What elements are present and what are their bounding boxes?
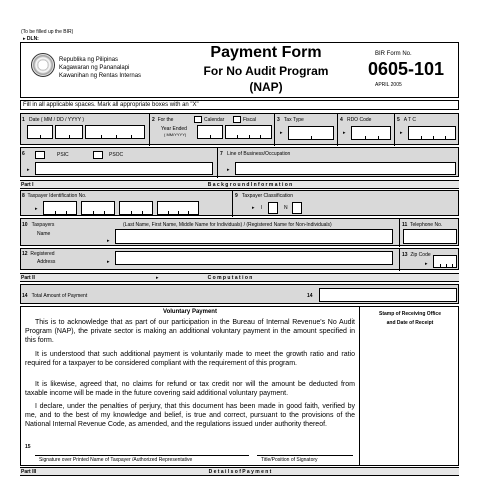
agency-line-3: Kawanihan ng Rentas Internas bbox=[59, 73, 142, 79]
taxpayer-name-input[interactable] bbox=[115, 229, 393, 244]
taxpayer-classification-label: 9 Taxpayer Classification bbox=[235, 193, 293, 199]
taxpayer-name-hint: (Last Name, First Name, Middle Name for Individuals) / (Registered Name for Non-Individuals) bbox=[123, 222, 332, 228]
bir-use-note: (To be filled up the BIR) bbox=[21, 29, 74, 35]
voluntary-para-4: I declare, under the penalties of perjury, that this document has been made in good faith, verified by me, and to the best of my knowledge and belief, is true and correct, pursuant to the provisions of the National Internal Revenue Code, as amended, and the regulations issued under authority thereof. bbox=[25, 403, 355, 428]
date-month-input[interactable] bbox=[27, 125, 53, 139]
title-position-line[interactable] bbox=[257, 455, 353, 456]
row-tin bbox=[20, 190, 459, 216]
title-position-label: Title/Position of Signatory bbox=[261, 457, 318, 463]
signature-label: Signature over Printed Name of Taxpayer /Authorized Representative bbox=[39, 457, 193, 463]
year-ended-label: Year Ended bbox=[161, 126, 187, 132]
total-payment-label: 14 Total Amount of Payment bbox=[22, 293, 88, 299]
form-number: 0605-101 bbox=[368, 59, 445, 79]
calendar-checkbox[interactable] bbox=[194, 116, 202, 123]
zip-code-input[interactable] bbox=[433, 255, 457, 268]
psoc-checkbox[interactable] bbox=[93, 151, 103, 159]
fiscal-checkbox[interactable] bbox=[233, 116, 241, 123]
form-title: Payment Form bbox=[210, 44, 322, 61]
psoc-label: PSOC bbox=[109, 152, 124, 158]
tin-part-2-input[interactable] bbox=[81, 201, 115, 215]
part-2-title: C o m p u t a t i o n bbox=[207, 275, 253, 281]
part-3-title: D e t a i l s o f P a y m e n t bbox=[208, 469, 272, 475]
voluntary-payment-title: Voluntary Payment bbox=[163, 309, 217, 315]
rdo-code-label: 4 RDO Code bbox=[340, 117, 372, 123]
psic-psoc-number: 6 bbox=[22, 151, 25, 157]
psic-psoc-input[interactable] bbox=[35, 162, 213, 175]
tin-label: 8 Taxpayer Identification No. bbox=[22, 193, 87, 199]
telephone-input[interactable] bbox=[403, 229, 457, 244]
tin-arrow-icon: ▸ bbox=[35, 206, 38, 212]
part-2-header bbox=[20, 273, 459, 282]
total-payment-number-right: 14 bbox=[307, 293, 313, 299]
atc-arrow-icon: ▸ bbox=[400, 130, 403, 136]
tin-part-3-input[interactable] bbox=[119, 201, 153, 215]
part-1-label: Part I bbox=[21, 182, 34, 188]
telephone-label: 11 Telephone No. bbox=[402, 222, 443, 228]
agency-line-2: Kagawaran ng Pananalapi bbox=[59, 65, 130, 71]
date-year-input[interactable] bbox=[85, 125, 145, 139]
rdo-code-input[interactable] bbox=[351, 126, 391, 140]
signature-field-number: 15 bbox=[25, 444, 31, 450]
part-1-header bbox=[20, 180, 459, 189]
name-arrow-icon: ▸ bbox=[107, 238, 110, 244]
psic-arrow-icon: ▸ bbox=[27, 167, 30, 173]
voluntary-para-3: It is likewise, agreed that, no claims for refund or tax credit nor will the amount be deducted from taxable income will be made in the future covering said additional voluntary payment. bbox=[25, 381, 355, 397]
row-industry bbox=[20, 147, 459, 177]
tax-type-arrow-icon: ▸ bbox=[280, 130, 283, 136]
form-subtitle: For No Audit Program bbox=[203, 64, 329, 78]
voluntary-para-1: This is to acknowledge that as part of our participation in the Bureau of Internal Revenue's No Audit Program (NAP), the private sector is making an additional voluntary payment in the amount specified in this form. bbox=[25, 319, 355, 344]
row-address bbox=[20, 248, 459, 270]
form-number-label: BIR Form No. bbox=[375, 51, 412, 57]
registered-address-input[interactable] bbox=[115, 251, 393, 265]
year-ended-year-input[interactable] bbox=[225, 125, 272, 139]
tin-branch-input[interactable] bbox=[157, 201, 199, 215]
address-label: 12 Registered bbox=[22, 251, 55, 257]
row-total-payment bbox=[20, 284, 459, 304]
line-of-business-label: 7 Line of Business/Occupation bbox=[220, 151, 291, 157]
form-date: APRIL 2005 bbox=[375, 82, 402, 88]
tax-type-label: 3 Tax Type bbox=[277, 117, 304, 123]
date-day-input[interactable] bbox=[55, 125, 83, 139]
atc-label: 5 A T C bbox=[397, 117, 417, 123]
non-individual-label: N bbox=[284, 205, 288, 211]
lob-arrow-icon: ▸ bbox=[227, 167, 230, 173]
atc-input[interactable] bbox=[408, 126, 456, 140]
form-header bbox=[20, 42, 459, 98]
zip-arrow-icon: ▸ bbox=[425, 261, 428, 267]
address-label-2: Address bbox=[37, 259, 56, 265]
zip-code-label: 13 Zip Code bbox=[402, 252, 431, 258]
year-ended-month-input[interactable] bbox=[197, 125, 223, 139]
date-field-label: 1 Date ( MM / DD / YYYY ) bbox=[22, 117, 85, 123]
total-payment-input[interactable] bbox=[319, 288, 457, 302]
tax-type-input[interactable] bbox=[288, 126, 334, 140]
voluntary-payment-section bbox=[20, 306, 459, 466]
signature-line[interactable] bbox=[35, 455, 249, 456]
psic-checkbox[interactable] bbox=[35, 151, 45, 159]
part-3-label: Part III bbox=[21, 469, 37, 475]
for-the-label: 2 For the bbox=[152, 117, 174, 123]
part-1-title: B a c k g r o u n d I n f o r m a t i o n bbox=[207, 182, 293, 188]
voluntary-para-2: It is understood that such additional payment is voluntarily made to meet the growth ratio and ratio required for a taxpayer to be considered compliant with the requirement of this program. bbox=[25, 351, 355, 367]
tin-part-1-input[interactable] bbox=[43, 201, 77, 215]
part-3-header bbox=[20, 467, 459, 476]
stamp-label: Stamp of Receiving Office bbox=[379, 311, 441, 317]
instructions: Fill in all applicable spaces. Mark all appropriate boxes with an "X" bbox=[20, 100, 459, 110]
line-of-business-input[interactable] bbox=[235, 162, 456, 175]
rdo-code-arrow-icon: ▸ bbox=[343, 130, 346, 136]
taxpayer-name-label: 10 Taxpayers bbox=[22, 222, 55, 228]
calendar-label: Calendar bbox=[204, 117, 225, 123]
bir-seal-icon bbox=[31, 53, 55, 77]
psic-label: PSIC bbox=[57, 152, 69, 158]
individual-label: I bbox=[261, 205, 263, 211]
fiscal-label: Fiscal bbox=[243, 117, 257, 123]
year-ended-format: ( MM/YYYY) bbox=[164, 132, 187, 137]
stamp-label-2: and Date of Receipt bbox=[386, 320, 434, 326]
dln-label: ▸ DLN: bbox=[23, 36, 39, 42]
address-arrow-icon: ▸ bbox=[107, 259, 110, 265]
form-subtitle-nap: (NAP) bbox=[249, 80, 283, 94]
row-general-info bbox=[20, 113, 459, 145]
non-individual-checkbox[interactable] bbox=[292, 202, 302, 214]
agency-line-1: Republika ng Pilipinas bbox=[59, 57, 119, 63]
computation-arrow-icon: ▸ bbox=[156, 275, 159, 281]
taxpayer-name-label-2: Name bbox=[37, 231, 51, 237]
row-name bbox=[20, 218, 459, 246]
individual-checkbox[interactable] bbox=[268, 202, 278, 214]
part-2-label: Part II bbox=[21, 275, 35, 281]
classification-arrow-icon: ▸ bbox=[252, 205, 255, 211]
